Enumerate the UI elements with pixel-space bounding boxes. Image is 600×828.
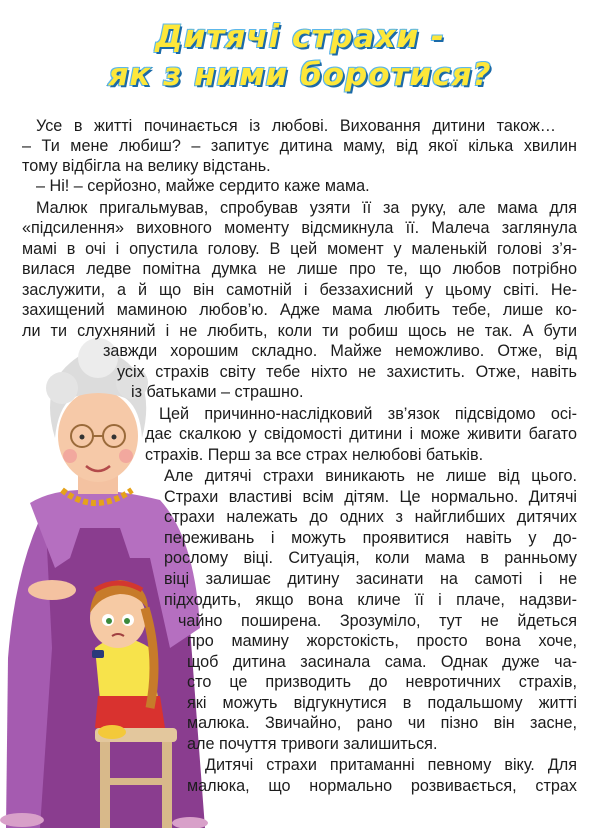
text-line: завжди хорошим складно. Майже неможливо. Отже, від [103,342,577,360]
text-line: – Ти мене любиш? – запитує дитина маму, від якої кілька хвилин [22,137,577,155]
text-line: підходить, якщо вона кличе її і плаче, надзви- [164,591,577,609]
page-title [0,18,600,94]
text-line: заслужити, а й що він самотній і беззахисний у цьому світі. Не- [22,281,577,299]
text-line: віці залишає дитину засинати на самоті і не [164,570,577,588]
text-line: переживань і можуть проявитися навіть у до- [164,529,577,547]
text-line: Страхи властиві всім дітям. Це нормально. Дитячі [164,488,577,506]
text-line: страхи належать до одних з найглибших дитячих [164,508,577,526]
text-line: ли ти слухняний і не любить, коли ти робиш щось не так. А бути [22,322,577,340]
text-line: Але дитячі страхи виникають не лише від цього. [164,467,577,485]
text-line: – Ні! – серйозно, майже сердито каже мама. [36,177,370,195]
text-line: дає скалкою у свідомості дитини і може живити багато [145,425,577,443]
text-line: Малюк пригальмував, спробував узяти її за руку, але мама для [36,199,577,217]
text-line: вилася ледве помітна думка не лише про те, що любов потрібно [22,260,577,278]
text-line: Усе в житті починається із любові. Виховання дитини також… [36,117,556,135]
text-line: які можуть відгукнутися в подальшому житті [187,694,577,712]
text-line: рослому віці. Ситуація, коли мама в ранньому [164,549,577,567]
text-line: але почуття тривоги залишиться. [187,735,438,753]
text-line: Дитячі страхи притаманні певному віку. Для [205,756,577,774]
text-line: про мамину жорстокість, просто вона хоче, [187,632,577,650]
text-line: чайно поширена. Зрозуміло, тут не йдеться [178,612,577,630]
text-line: Цей причинно-наслідковий зв’язок підсвідомо осі- [159,405,577,423]
text-line: малюка, що нормально розвивається, страх [187,777,577,795]
text-line: із батьками – страшно. [131,383,304,401]
text-line: страхів. Перш за все страх нелюбові батьків. [145,446,484,464]
text-line: мамі в очі і опустила голову. В цей момент у маленькій голові з’я- [22,240,577,258]
text-line: тому відбігла на велику відстань. [22,157,271,175]
title-line-2: як з ними боротися? [108,57,492,93]
text-line: сто це призводить до невротичних страхів, [187,673,577,691]
text-line: усіх страхів світу тебе ніхто не захистить. Отже, навіть [117,363,577,381]
text-line: захищений маминою любов’ю. Адже мама любить тебе, лише ко- [22,301,577,319]
text-line: щоб дитина засинала сама. Однак дуже ча- [187,653,577,671]
text-line: «підсилення» виховного моменту відсмикнула її. Малеча заглянула [22,219,577,237]
text-line: малюка. Звичайно, рано чи пізно він засне, [187,714,577,732]
title-line-1: Дитячі страхи - [155,19,445,55]
